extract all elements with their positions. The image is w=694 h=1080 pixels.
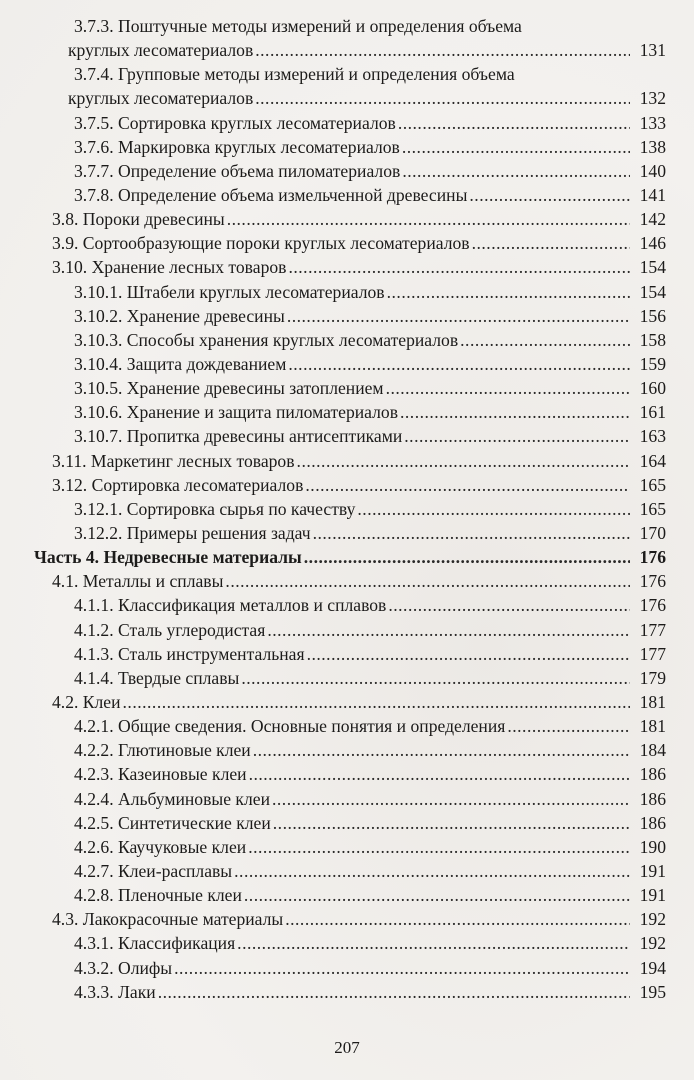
toc-entry-title: 3.8. Пороки древесины — [52, 209, 225, 230]
toc-entry-page: 154 — [639, 281, 666, 302]
dot-leader — [158, 980, 630, 1004]
dot-leader — [272, 787, 630, 811]
toc-entry-title: 3.10.6. Хранение и защита пиломатериалов — [74, 402, 398, 423]
dot-leader — [460, 328, 630, 352]
toc-entry-page: 131 — [639, 40, 666, 61]
toc-entry — [0, 424, 694, 448]
toc-entry-page: 186 — [639, 812, 666, 833]
toc-entry-title: 4.2.8. Пленочные клеи — [74, 885, 242, 906]
toc-entry-page: 142 — [639, 209, 666, 230]
toc-entry-title: 3.10. Хранение лесных товаров — [52, 257, 287, 278]
toc-entry — [0, 400, 694, 424]
toc-entry-title: 3.10.7. Пропитка древесины антисептиками — [74, 426, 403, 447]
toc-entry-row — [74, 762, 666, 786]
toc-entry-row — [74, 400, 666, 424]
toc-entry-row — [52, 255, 666, 279]
toc-entry-page: 140 — [639, 160, 666, 181]
toc-entry-page: 141 — [639, 185, 666, 206]
toc-entry-page: 176 — [639, 547, 666, 568]
toc-entry — [0, 207, 694, 231]
toc-entry — [0, 135, 694, 159]
toc-entry-page: 192 — [639, 933, 666, 954]
toc-entry — [0, 883, 694, 907]
toc-entry-row — [74, 738, 666, 762]
toc-entry-row — [74, 883, 666, 907]
toc-entry-page: 184 — [639, 740, 666, 761]
toc-entry-row — [74, 618, 666, 642]
toc-entry-title: 4.2.2. Глютиновые клеи — [74, 740, 251, 761]
toc-entry-page: 146 — [639, 233, 666, 254]
toc-entry-page: 165 — [639, 498, 666, 519]
toc-entry-title: 3.10.4. Защита дождеванием — [74, 354, 287, 374]
toc-entry — [0, 980, 694, 1004]
dot-leader — [387, 280, 630, 304]
toc-entry-row — [74, 787, 666, 811]
dot-leader — [357, 497, 630, 521]
toc-entry — [0, 666, 694, 690]
toc-entry-row — [52, 207, 666, 231]
toc-entry-title: 4.1.4. Твердые сплавы — [74, 667, 240, 688]
toc-entry — [0, 569, 694, 593]
toc-entry — [0, 255, 694, 279]
toc-entry-title: 3.10.2. Хранение древесины — [74, 305, 285, 326]
table-of-contents — [0, 14, 694, 1004]
toc-entry-page: 195 — [639, 981, 666, 1002]
toc-entry-title: 4.2.6. Каучуковые клеи — [74, 836, 247, 857]
toc-entry-row — [68, 86, 666, 110]
dot-leader — [285, 907, 630, 931]
toc-entry-page: 163 — [639, 426, 666, 447]
toc-entry — [0, 690, 694, 714]
dot-leader — [469, 183, 630, 207]
dot-leader — [388, 593, 630, 617]
dot-leader — [234, 859, 630, 883]
toc-entry-row — [74, 521, 666, 545]
dot-leader — [404, 424, 630, 448]
toc-entry-row — [74, 328, 666, 352]
toc-entry-page: 191 — [639, 860, 666, 881]
toc-entry — [0, 787, 694, 811]
toc-entry — [0, 14, 694, 62]
toc-entry-row — [52, 907, 666, 931]
toc-entry-row — [34, 545, 666, 569]
toc-entry-row — [74, 666, 666, 690]
toc-entry-row — [74, 931, 666, 955]
toc-entry-title-line: 3.7.3. Поштучные методы измерений и определения объема — [74, 16, 522, 36]
toc-entry-title: 3.7.5. Сортировка круглых лесоматериалов — [74, 112, 396, 133]
toc-entry-row — [52, 231, 666, 255]
toc-entry — [0, 907, 694, 931]
dot-leader — [241, 666, 630, 690]
toc-entry-row — [74, 642, 666, 666]
dot-leader — [507, 714, 630, 738]
toc-entry — [0, 159, 694, 183]
toc-entry-page: 165 — [639, 474, 666, 495]
toc-entry-title: 4.2.4. Альбуминовые клеи — [74, 788, 270, 809]
toc-entry-page: 164 — [639, 450, 666, 471]
toc-entry-title: 4.1.3. Сталь инструментальная — [74, 643, 305, 664]
toc-entry-title: Часть 4. Недревесные материалы — [34, 547, 302, 568]
dot-leader — [267, 618, 630, 642]
toc-entry-row — [68, 38, 666, 62]
dot-leader — [249, 762, 630, 786]
toc-entry — [0, 280, 694, 304]
toc-entry-row — [74, 111, 666, 135]
toc-entry-title: 3.12.1. Сортировка сырья по качеству — [74, 498, 356, 519]
dot-leader — [472, 231, 630, 255]
toc-entry — [0, 304, 694, 328]
toc-entry — [0, 618, 694, 642]
toc-entry-title: 3.9. Сортообразующие пороки круглых лесоматериалов — [52, 233, 470, 254]
toc-entry-title: 3.7.6. Маркировка круглых лесоматериалов — [74, 136, 400, 157]
toc-entry-page: 194 — [639, 957, 666, 978]
dot-leader — [237, 931, 630, 955]
toc-entry-page: 138 — [639, 136, 666, 157]
toc-entry-page: 186 — [639, 764, 666, 785]
toc-entry-row — [74, 159, 666, 183]
toc-entry-row — [74, 811, 666, 835]
toc-entry-title: 3.10.5. Хранение древесины затоплением — [74, 378, 384, 399]
toc-entry-page: 186 — [639, 788, 666, 809]
toc-entry — [0, 497, 694, 521]
dot-leader — [287, 304, 630, 328]
toc-entry-page: 161 — [639, 402, 666, 423]
toc-entry — [0, 545, 694, 569]
toc-entry-title: 3.10.3. Способы хранения круглых лесоматериалов — [74, 329, 459, 350]
dot-leader — [123, 690, 630, 714]
dot-leader — [255, 86, 630, 110]
dot-leader — [400, 400, 630, 424]
dot-leader — [288, 255, 630, 279]
dot-leader — [273, 811, 630, 835]
dot-leader — [297, 449, 630, 473]
dot-leader — [307, 642, 630, 666]
dot-leader — [174, 956, 630, 980]
toc-entry-row — [74, 714, 666, 738]
dot-leader — [253, 738, 630, 762]
toc-entry-page: 179 — [639, 667, 666, 688]
toc-entry-page: 176 — [639, 571, 666, 592]
toc-entry — [0, 811, 694, 835]
toc-entry — [0, 111, 694, 135]
toc-entry-title: 4.3.2. Олифы — [74, 957, 173, 978]
toc-entry-title: 4.2.1. Общие сведения. Основные понятия и определения — [74, 716, 506, 737]
toc-entry-title: 4.2.7. Клеи-расплавы — [74, 860, 233, 881]
toc-entry-page: 132 — [639, 88, 666, 109]
toc-entry-title: круглых лесоматериалов — [68, 88, 254, 109]
toc-entry-row — [74, 135, 666, 159]
toc-entry-page: 133 — [639, 112, 666, 133]
toc-entry — [0, 714, 694, 738]
toc-entry — [0, 521, 694, 545]
toc-entry-page: 181 — [639, 716, 666, 737]
toc-entry-title: 3.12. Сортировка лесоматериалов — [52, 474, 304, 495]
dot-leader — [304, 545, 630, 569]
toc-entry — [0, 956, 694, 980]
toc-entry — [0, 449, 694, 473]
toc-entry-page: 176 — [639, 595, 666, 616]
dot-leader — [255, 38, 630, 62]
toc-entry-title: 4.1.2. Сталь углеродистая — [74, 619, 266, 640]
toc-entry-page: 160 — [639, 378, 666, 399]
dot-leader — [402, 159, 630, 183]
toc-entry-row — [52, 473, 666, 497]
toc-entry-row — [74, 859, 666, 883]
toc-entry — [0, 835, 694, 859]
toc-entry — [0, 931, 694, 955]
toc-entry — [0, 473, 694, 497]
toc-entry-title: 4.3.1. Классификация — [74, 933, 236, 954]
toc-entry-title: 3.10.1. Штабели круглых лесоматериалов — [74, 281, 385, 302]
toc-entry — [0, 183, 694, 207]
dot-leader — [288, 352, 630, 376]
toc-entry-title: 3.12.2. Примеры решения задач — [74, 522, 311, 543]
toc-entry-title: 4.2.3. Казеиновые клеи — [74, 764, 247, 785]
page-number: 207 — [334, 1038, 360, 1057]
toc-entry-row — [74, 424, 666, 448]
toc-entry-row — [74, 280, 666, 304]
toc-entry-title: 4.2. Клеи — [52, 691, 121, 712]
toc-entry-page: 154 — [639, 257, 666, 278]
toc-entry — [0, 376, 694, 400]
dot-leader — [244, 883, 630, 907]
toc-entry — [0, 738, 694, 762]
dot-leader — [227, 207, 630, 231]
toc-entry-page: 159 — [639, 354, 666, 374]
toc-entry — [0, 762, 694, 786]
toc-entry — [0, 352, 694, 376]
toc-entry — [0, 328, 694, 352]
dot-leader — [248, 835, 630, 859]
toc-entry-row — [52, 569, 666, 593]
toc-entry-title-line: 3.7.4. Групповые методы измерений и определения объема — [74, 64, 515, 85]
toc-entry-title: 4.2.5. Синтетические клеи — [74, 812, 271, 833]
toc-entry-row — [52, 690, 666, 714]
toc-entry-title: 4.3.3. Лаки — [74, 981, 156, 1002]
toc-entry-row — [74, 183, 666, 207]
dot-leader — [398, 111, 630, 135]
toc-entry-row — [74, 593, 666, 617]
toc-entry-title: круглых лесоматериалов — [68, 40, 254, 61]
toc-entry — [0, 231, 694, 255]
toc-entry-row — [52, 449, 666, 473]
toc-entry-page: 181 — [639, 691, 666, 712]
toc-entry-page: 192 — [639, 909, 666, 930]
toc-entry — [0, 642, 694, 666]
toc-entry-title: 3.11. Маркетинг лесных товаров — [52, 450, 295, 471]
dot-leader — [305, 473, 630, 497]
dot-leader — [386, 376, 630, 400]
toc-entry — [0, 859, 694, 883]
toc-entry-row — [74, 304, 666, 328]
toc-entry-title: 3.7.8. Определение объема измельченной древесины — [74, 185, 468, 206]
toc-entry-page: 156 — [639, 305, 666, 326]
dot-leader — [225, 569, 630, 593]
toc-entry-row — [74, 835, 666, 859]
dot-leader — [402, 135, 630, 159]
toc-entry-page: 170 — [639, 522, 666, 543]
toc-entry-page: 177 — [639, 643, 666, 664]
toc-entry-title: 3.7.7. Определение объема пиломатериалов — [74, 160, 401, 181]
toc-entry-page: 190 — [639, 836, 666, 857]
toc-entry-row — [74, 956, 666, 980]
toc-entry-row — [74, 376, 666, 400]
toc-entry-page: 177 — [639, 619, 666, 640]
toc-entry-title: 4.1. Металлы и сплавы — [52, 571, 224, 592]
toc-entry-title: 4.3. Лакокрасочные материалы — [52, 909, 284, 930]
toc-entry — [0, 593, 694, 617]
dot-leader — [313, 521, 630, 545]
toc-entry-title: 4.1.1. Классификация металлов и сплавов — [74, 595, 387, 616]
toc-entry-row — [74, 497, 666, 521]
toc-entry-page: 158 — [639, 329, 666, 350]
toc-entry — [0, 62, 694, 110]
toc-entry-page: 191 — [639, 885, 666, 906]
toc-entry-row — [74, 980, 666, 1004]
toc-entry-row — [74, 352, 666, 376]
